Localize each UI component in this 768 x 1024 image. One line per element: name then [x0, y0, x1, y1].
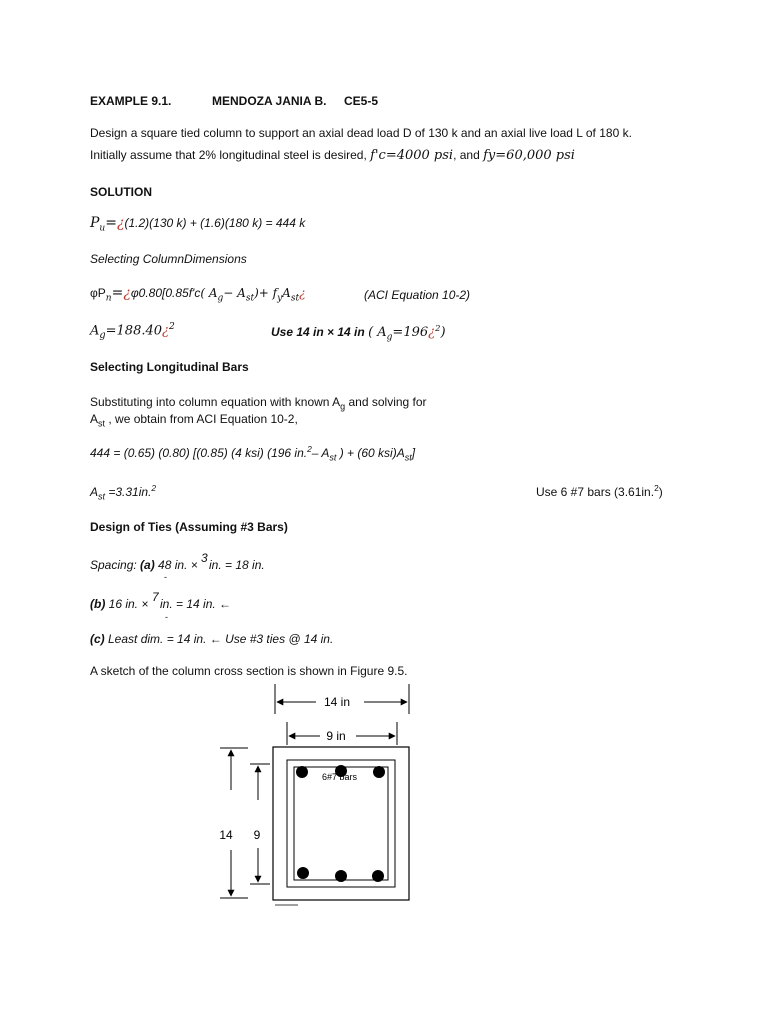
bar-top-right: [373, 766, 385, 778]
problem-line-1: Design a square tied column to support an axial dead load D of 130 k and an axial live load L of 180 k.: [90, 126, 632, 140]
spacing-b-fraction: 7: [152, 590, 159, 604]
bar-bottom-right: [372, 870, 384, 882]
use-bars: Use 6 #7 bars (3.61in.$^2$): [536, 483, 663, 499]
substituting-line-2: $A_{st}$ , we obtain from ACI Equation 10-2,: [90, 412, 298, 429]
spacing-a-fraction-bar: -: [164, 572, 167, 582]
dim-outer-label: 14 in: [323, 695, 351, 709]
bars-label: 6#7 bars: [322, 772, 358, 782]
spacing-c: (c) Least dim. = 14 in. ← Use #3 ties @ 14 in.: [90, 632, 334, 646]
selecting-dimensions: Selecting ColumnDimensions: [90, 252, 247, 266]
dim-inner-label: 9 in: [326, 729, 346, 743]
equation-444: 444 = (0.65) (0.80) [(0.85) (4 ksi) (196 in.$^2$– $A_{st}$ ) + (60 $ksi)A_{st}$]: [90, 444, 416, 463]
pu-equation: $P_u=¿(1.2)(130$ k) + (1.6)(180 k) = 444 k: [90, 215, 306, 234]
example-number: EXAMPLE 9.1.: [90, 94, 172, 108]
problem-line-2: Initially assume that 2% longitudinal steel is desired, f'c=4000 psi, and fy=60,000 psi: [90, 148, 575, 163]
substituting-line-1: Substituting into column equation with known $A_g$ and solving for: [90, 395, 427, 412]
use-size: Use 14 in × 14 in ( $A_g=196¿^2$): [271, 323, 446, 343]
fc-equation: f'c=4000 psi: [370, 148, 454, 163]
spacing-a: Spacing: (a) 48 in. ×: [90, 558, 198, 572]
bar-bottom-left: [297, 867, 309, 879]
section-code: CE5-5: [344, 94, 379, 108]
ties-heading: Design of Ties (Assuming #3 Bars): [90, 520, 288, 534]
spacing-b-result: in. = 14 in. ←: [160, 597, 232, 611]
spacing-b-fraction-bar: -: [165, 612, 168, 622]
spacing-a-fraction: 3: [201, 551, 208, 565]
phi-pn-equation: $\varphi P_n=¿\varphi 0.80[0.85f'c$( $A_g- A_{st})+$ $f_yA_{st}¿$: [90, 285, 306, 304]
spacing-a-result: in. = 18 in.: [209, 558, 265, 572]
author-name: MENDOZA JANIA B.: [212, 94, 327, 108]
side-inner-label: 9: [253, 828, 261, 842]
longitudinal-bars-heading: Selecting Longitudinal Bars: [90, 360, 249, 374]
tie-inner: [294, 767, 388, 880]
ag-equation: $A_g=188.40¿^2$: [90, 322, 175, 341]
ast-result: $A_{st} =3.31in.^2$: [90, 483, 157, 502]
solution-heading: SOLUTION: [90, 185, 152, 199]
spacing-b: (b) 16 in. ×: [90, 597, 149, 611]
fy-equation: fy=60,000 psi: [483, 148, 575, 163]
side-outer-label: 14: [219, 828, 233, 842]
bar-top-left: [296, 766, 308, 778]
sketch-note: A sketch of the column cross section is shown in Figure 9.5.: [90, 664, 408, 678]
aci-equation-ref: (ACI Equation 10-2): [364, 288, 471, 302]
bar-bottom-middle: [335, 870, 347, 882]
